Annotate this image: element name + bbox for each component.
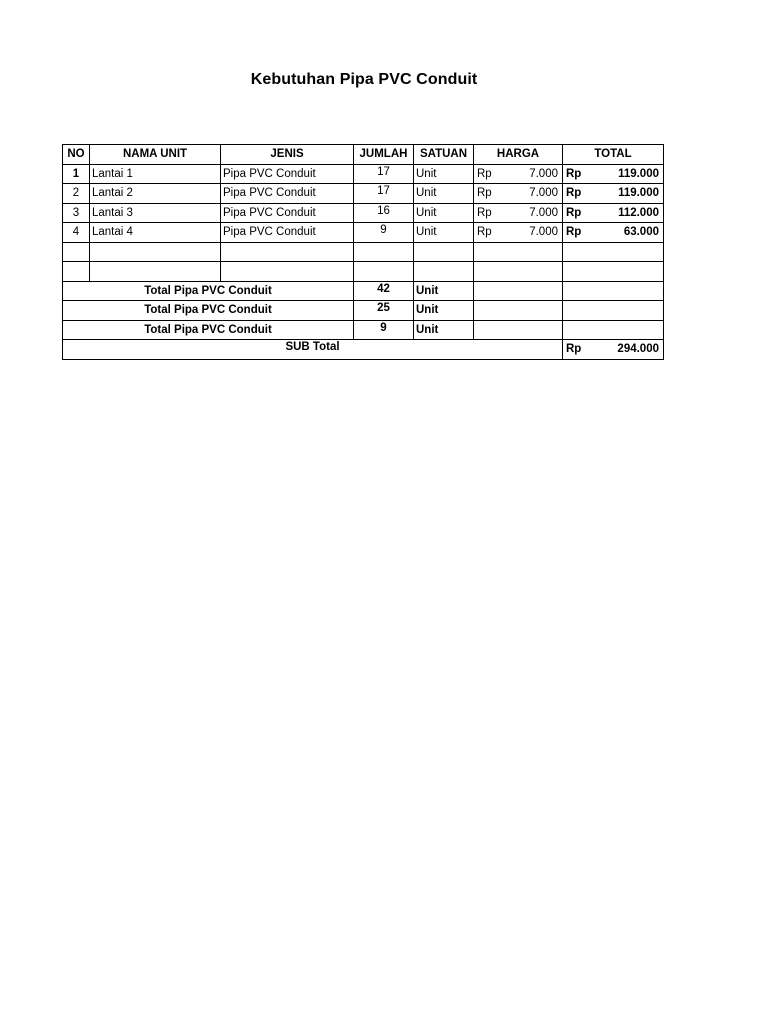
row-harga: [474, 223, 563, 243]
row-harga: [474, 203, 563, 223]
row-jumlah-value: 17: [377, 185, 390, 198]
total-row: [63, 281, 664, 301]
row-nama-unit: Lantai 4: [90, 223, 221, 243]
empty-cell: [474, 242, 563, 262]
row-jumlah: [354, 203, 414, 223]
row-satuan: Unit: [414, 164, 474, 184]
row-nama-unit: Lantai 1: [90, 164, 221, 184]
empty-cell: [474, 320, 563, 340]
row-harga: [474, 164, 563, 184]
empty-cell: [63, 262, 90, 282]
empty-cell: [221, 262, 354, 282]
harga-amount: 7.000: [529, 226, 558, 239]
row-total: [563, 203, 664, 223]
empty-cell: [474, 281, 563, 301]
total-label: Total Pipa PVC Conduit: [63, 301, 354, 321]
total-jumlah-value: 25: [377, 302, 390, 315]
header-nama-unit: NAMA UNIT: [90, 145, 221, 165]
page-title: Kebutuhan Pipa PVC Conduit: [250, 71, 478, 88]
subtotal-label: [63, 340, 563, 360]
row-jenis: Pipa PVC Conduit: [221, 223, 354, 243]
total-satuan: Unit: [414, 320, 474, 340]
empty-row: [63, 242, 664, 262]
row-jenis: Pipa PVC Conduit: [221, 184, 354, 204]
row-no: 3: [63, 203, 90, 223]
empty-cell: [90, 242, 221, 262]
total-row: [63, 301, 664, 321]
empty-cell: [354, 242, 414, 262]
row-jumlah: [354, 223, 414, 243]
empty-cell: [90, 262, 221, 282]
harga-currency: Rp: [477, 167, 492, 180]
row-jenis: Pipa PVC Conduit: [221, 203, 354, 223]
empty-cell: [354, 262, 414, 282]
header-satuan: SATUAN: [414, 145, 474, 165]
table-row: [63, 184, 664, 204]
harga-currency: Rp: [477, 187, 492, 200]
row-satuan: Unit: [414, 203, 474, 223]
empty-cell: [414, 262, 474, 282]
harga-currency: Rp: [477, 206, 492, 219]
row-jumlah-value: 9: [380, 224, 387, 237]
harga-currency: Rp: [477, 226, 492, 239]
total-jumlah-value: 9: [380, 321, 387, 334]
row-harga: [474, 184, 563, 204]
empty-cell: [563, 242, 664, 262]
harga-amount: 7.000: [529, 206, 558, 219]
table-row: [63, 203, 664, 223]
empty-cell: [563, 301, 664, 321]
header-jumlah: JUMLAH: [354, 145, 414, 165]
row-nama-unit: Lantai 2: [90, 184, 221, 204]
empty-cell: [474, 262, 563, 282]
total-satuan: Unit: [414, 301, 474, 321]
total-currency: Rp: [566, 187, 582, 200]
row-nama-unit: Lantai 3: [90, 203, 221, 223]
empty-cell: [63, 242, 90, 262]
empty-row: [63, 262, 664, 282]
total-row: [63, 320, 664, 340]
total-label: Total Pipa PVC Conduit: [63, 281, 354, 301]
empty-cell: [221, 242, 354, 262]
row-no: 2: [63, 184, 90, 204]
total-label: Total Pipa PVC Conduit: [63, 320, 354, 340]
empty-cell: [563, 262, 664, 282]
empty-cell: [474, 301, 563, 321]
table-row: [63, 223, 664, 243]
header-jenis: JENIS: [221, 145, 354, 165]
total-jumlah: [354, 320, 414, 340]
total-jumlah: [354, 301, 414, 321]
header-no: NO: [63, 145, 90, 165]
harga-amount: 7.000: [529, 187, 558, 200]
row-jenis: Pipa PVC Conduit: [221, 164, 354, 184]
total-satuan: Unit: [414, 281, 474, 301]
row-jumlah: [354, 184, 414, 204]
header-row: [63, 145, 664, 165]
pipe-requirements-table: [62, 144, 664, 360]
row-jumlah-value: 17: [377, 165, 390, 178]
row-jumlah-value: 16: [377, 204, 390, 217]
subtotal-amount: 294.000: [617, 343, 659, 356]
row-total: [563, 184, 664, 204]
header-total: TOTAL: [563, 145, 664, 165]
total-jumlah: [354, 281, 414, 301]
total-amount: 63.000: [623, 226, 659, 239]
total-jumlah-value: 42: [377, 282, 390, 295]
total-currency: Rp: [566, 206, 582, 219]
empty-cell: [563, 281, 664, 301]
row-satuan: Unit: [414, 223, 474, 243]
total-currency: Rp: [566, 226, 582, 239]
total-amount: 112.000: [618, 206, 659, 219]
row-total: [563, 164, 664, 184]
table-row: [63, 164, 664, 184]
subtotal-currency: Rp: [566, 343, 582, 356]
empty-cell: [414, 242, 474, 262]
total-amount: 119.000: [618, 167, 659, 180]
row-satuan: Unit: [414, 184, 474, 204]
total-amount: 119.000: [618, 187, 659, 200]
row-no: 4: [63, 223, 90, 243]
row-jumlah: [354, 164, 414, 184]
harga-amount: 7.000: [529, 167, 558, 180]
header-harga: HARGA: [474, 145, 563, 165]
subtotal-row: [63, 340, 664, 360]
row-total: [563, 223, 664, 243]
subtotal-value: [563, 340, 664, 360]
subtotal-label-text: SUB Total: [285, 341, 340, 354]
total-currency: Rp: [566, 167, 582, 180]
empty-cell: [563, 320, 664, 340]
row-no: 1: [63, 164, 90, 184]
